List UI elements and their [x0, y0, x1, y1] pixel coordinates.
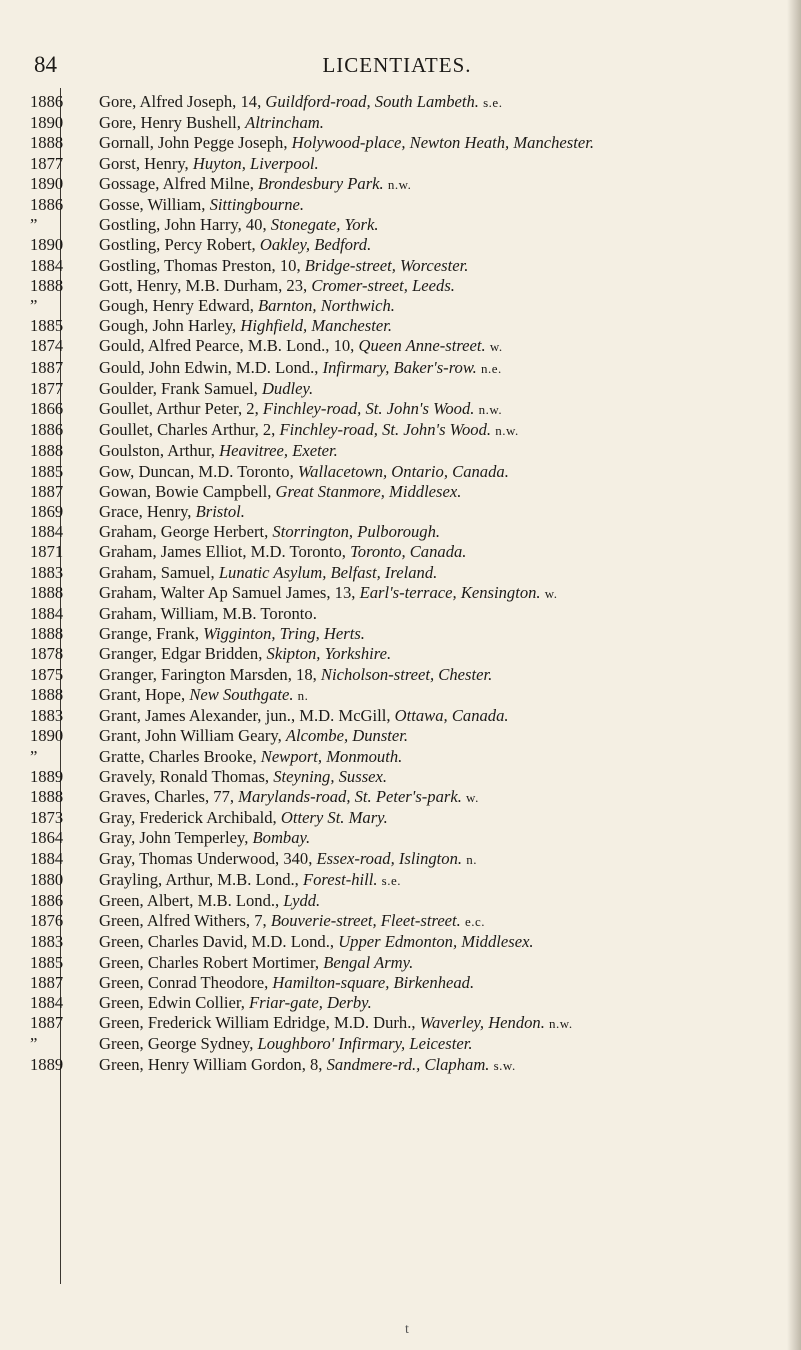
entry-address: Heavitree, Exeter.: [219, 441, 338, 461]
entry-text: [99, 1013, 770, 1034]
entry-address: Dudley.: [261, 378, 314, 398]
entry-year: 1890: [30, 235, 64, 255]
entry-name: Grant, John William Geary,: [99, 726, 286, 746]
entry-year: 1887: [30, 357, 64, 377]
list-item: [30, 462, 770, 482]
entry-year: ”: [30, 215, 38, 235]
entry-text: [99, 154, 770, 174]
entry-year: 1885: [30, 316, 64, 336]
entry-year: 1885: [30, 461, 64, 481]
list-item: [30, 583, 770, 604]
entry-postal-district: w.: [544, 585, 558, 601]
entry-text: [99, 932, 770, 952]
entry-address: Altrincham.: [245, 113, 324, 133]
list-item: [30, 441, 770, 461]
entry-text: [99, 462, 770, 482]
entry-name: Gough, Henry Edward,: [99, 296, 258, 316]
entry-year: 1889: [30, 1054, 64, 1074]
entry-address: Ottawa, Canada.: [394, 706, 509, 726]
entry-text: [99, 624, 770, 644]
page-number: 84: [34, 52, 57, 77]
page-header: [34, 52, 760, 78]
entry-address: Great Stanmore, Middlesex.: [275, 481, 462, 501]
entry-name: Gow, Duncan, M.D. Toronto,: [99, 461, 298, 481]
entry-year: 1890: [30, 173, 64, 193]
entry-year: 1875: [30, 664, 64, 684]
entry-name: Green, Henry William Gordon, 8,: [99, 1054, 327, 1074]
list-item: [30, 685, 770, 706]
entry-name: Gosse, William,: [99, 195, 210, 215]
entry-text: [99, 993, 770, 1013]
entry-postal-district: s.w.: [493, 1057, 516, 1073]
entry-text: [99, 542, 770, 562]
entry-text: [99, 316, 770, 336]
list-item: [30, 563, 770, 583]
entry-postal-district: n.: [466, 851, 477, 867]
list-item: [30, 336, 770, 357]
entry-year: 1869: [30, 502, 64, 522]
entry-year: ”: [30, 746, 38, 766]
entry-name: Graham, Samuel,: [99, 562, 219, 582]
entry-year: 1880: [30, 869, 64, 889]
entry-address: Wigginton, Tring, Herts.: [203, 624, 365, 644]
entry-address: Sandmere-rd., Clapham.: [326, 1054, 490, 1074]
entry-text: [99, 522, 770, 542]
entry-name: Gorst, Henry,: [99, 153, 193, 173]
entry-name: Gostling, Thomas Preston, 10,: [99, 255, 305, 275]
entry-address: New Southgate.: [189, 684, 294, 704]
entry-name: Gowan, Bowie Campbell,: [99, 481, 276, 501]
list-item: [30, 747, 770, 767]
entry-postal-district: s.e.: [381, 872, 401, 888]
entry-address: Finchley-road, St. John's Wood.: [279, 420, 492, 440]
entry-text: [99, 911, 770, 932]
entry-text: [99, 747, 770, 767]
entry-name: Gough, John Harley,: [99, 316, 241, 336]
entry-year: 1883: [30, 562, 64, 582]
entry-address: Barnton, Northwich.: [258, 296, 395, 316]
entry-name: Grace, Henry,: [99, 502, 196, 522]
entry-name: Goulder, Frank Samuel,: [99, 378, 262, 398]
entry-name: Graham, Walter Ap Samuel James, 13,: [99, 582, 360, 602]
entry-name: Granger, Farington Marsden, 18,: [99, 664, 321, 684]
entry-address: Forest-hill.: [302, 869, 378, 889]
entry-text: [99, 563, 770, 583]
page-edge-shadow: [787, 0, 801, 1350]
entry-year: 1886: [30, 420, 64, 440]
entry-address: Essex-road, Islington.: [316, 848, 463, 868]
entry-address: Stonegate, York.: [270, 215, 379, 235]
entry-year: 1888: [30, 786, 64, 806]
list-item: [30, 953, 770, 973]
entry-name: Green, Edwin Collier,: [99, 992, 250, 1012]
entry-text: [99, 276, 770, 296]
entry-name: Gornall, John Pegge Joseph,: [99, 133, 292, 153]
entry-name: Green, Alfred Withers, 7,: [99, 911, 271, 931]
entry-address: Loughboro' Infirmary, Leicester.: [257, 1034, 473, 1054]
entry-text: [99, 113, 770, 133]
entry-name: Gray, Thomas Underwood, 340,: [99, 848, 317, 868]
entry-name: Gott, Henry, M.B. Durham, 23,: [99, 275, 312, 295]
list-item: [30, 420, 770, 441]
entry-year: 1888: [30, 582, 64, 602]
entry-postal-district: e.c.: [464, 914, 486, 930]
entry-text: [99, 482, 770, 502]
entry-text: [99, 665, 770, 685]
list-item: [30, 276, 770, 296]
list-item: [30, 828, 770, 848]
entry-text: [99, 685, 770, 706]
entry-text: [99, 399, 770, 420]
entry-name: Grant, James Alexander, jun., M.D. McGill,: [99, 706, 395, 726]
entry-year: 1888: [30, 684, 64, 704]
list-item: [30, 482, 770, 502]
entry-address: Skipton, Yorkshire.: [266, 644, 392, 664]
entry-year: 1886: [30, 890, 64, 910]
entry-address: Holywood-place, Newton Heath, Manchester.: [291, 133, 594, 153]
entry-address: Queen Anne-street.: [358, 336, 486, 356]
entry-year: 1888: [30, 133, 64, 153]
list-item: [30, 849, 770, 870]
entry-address: Steyning, Sussex.: [273, 766, 388, 786]
entry-text: [99, 870, 770, 891]
list-item: [30, 522, 770, 542]
entry-year: 1886: [30, 92, 64, 111]
entry-year: 1866: [30, 399, 64, 419]
entry-address: Alcombe, Dunster.: [285, 726, 409, 746]
entry-text: [99, 644, 770, 664]
list-item: [30, 502, 770, 522]
entry-text: [99, 808, 770, 828]
entry-address: Lydd.: [283, 890, 321, 910]
entry-name: Grant, Hope,: [99, 684, 190, 704]
entry-year: 1877: [30, 378, 64, 398]
entry-postal-district: w.: [489, 339, 503, 355]
list-item: [30, 316, 770, 336]
entry-text: [99, 296, 770, 316]
entry-year: 1884: [30, 848, 64, 868]
entry-text: [99, 767, 770, 787]
entry-address: Ottery St. Mary.: [280, 808, 388, 828]
entry-address: Finchley-road, St. John's Wood.: [262, 399, 475, 419]
entry-postal-district: n.w.: [549, 1016, 573, 1032]
entry-address: Toronto, Canada.: [350, 542, 467, 562]
entry-postal-district: w.: [466, 789, 479, 805]
entry-year: 1883: [30, 932, 64, 952]
licentiate-list: [30, 92, 770, 1076]
entry-postal-district: n.: [297, 687, 309, 703]
entry-text: [99, 502, 770, 522]
list-item: [30, 174, 770, 195]
entry-text: [99, 195, 770, 215]
entry-name: Goullet, Charles Arthur, 2,: [99, 420, 280, 440]
list-item: [30, 133, 770, 153]
entry-name: Gossage, Alfred Milne,: [99, 173, 258, 193]
entry-text: [99, 583, 770, 604]
entry-name: Granger, Edgar Bridden,: [99, 644, 267, 664]
list-item: [30, 215, 770, 235]
entry-address: Wallacetown, Ontario, Canada.: [297, 461, 509, 481]
entry-name: Goulston, Arthur,: [99, 441, 220, 461]
entry-year: 1884: [30, 522, 64, 542]
list-item: [30, 665, 770, 685]
entry-text: [99, 1034, 770, 1054]
list-item: [30, 787, 770, 808]
entry-address: Nicholson-street, Chester.: [320, 664, 493, 684]
entry-year: 1884: [30, 992, 64, 1012]
entry-year: ”: [30, 296, 38, 316]
list-item: [30, 870, 770, 891]
entry-year: 1888: [30, 441, 64, 461]
list-item: [30, 1013, 770, 1034]
entry-text: [99, 953, 770, 973]
entry-address: Newport, Monmouth.: [260, 746, 403, 766]
entry-name: Gratte, Charles Brooke,: [99, 746, 261, 766]
entry-name: Gore, Henry Bushell,: [99, 113, 246, 133]
entry-text: [99, 828, 770, 848]
entry-postal-district: n.w.: [495, 423, 519, 439]
entry-year: 1888: [30, 275, 64, 295]
list-item: [30, 399, 770, 420]
entry-name: Gould, Alfred Pearce, M.B. Lond., 10,: [99, 336, 359, 356]
entry-address: Bengal Army.: [323, 952, 414, 972]
entry-name: Graves, Charles, 77,: [99, 786, 239, 806]
entry-name: Gray, John Temperley,: [99, 828, 253, 848]
list-item: [30, 256, 770, 276]
entry-year: 1884: [30, 604, 64, 624]
entry-name: Green, Charles David, M.D. Lond.,: [99, 932, 339, 952]
entry-text: [99, 133, 770, 153]
list-item: [30, 235, 770, 255]
entry-text: [99, 235, 770, 255]
list-item: [30, 1055, 770, 1076]
entry-name: Green, George Sydney,: [99, 1034, 258, 1054]
entry-year: 1889: [30, 766, 64, 786]
list-item: [30, 154, 770, 174]
entry-address: Storrington, Pulborough.: [272, 522, 441, 542]
entry-year: 1864: [30, 828, 64, 848]
entry-text: [99, 379, 770, 399]
entry-year: 1886: [30, 195, 64, 215]
entry-year: 1873: [30, 808, 64, 828]
entry-name: Grayling, Arthur, M.B. Lond.,: [99, 869, 303, 889]
entry-address: Waverley, Hendon.: [419, 1013, 545, 1033]
entry-year: 1890: [30, 726, 64, 746]
list-item: [30, 624, 770, 644]
entry-text: [99, 420, 770, 441]
entry-name: Green, Albert, M.B. Lond.,: [99, 890, 284, 910]
entry-text: [99, 92, 770, 113]
entry-year: ”: [30, 1034, 38, 1054]
entry-text: [99, 1055, 770, 1076]
entry-address: Oakley, Bedford.: [259, 235, 372, 255]
entry-name: Green, Conrad Theodore,: [99, 972, 273, 992]
entry-year: 1874: [30, 336, 64, 356]
entry-name: Gore, Alfred Joseph, 14,: [99, 92, 266, 111]
entry-year: 1878: [30, 644, 64, 664]
entry-address: Bristol.: [195, 502, 245, 522]
entry-name: Gray, Frederick Archibald,: [99, 808, 281, 828]
list-item: [30, 195, 770, 215]
running-head: LICENTIATES.: [322, 53, 472, 77]
list-item: [30, 644, 770, 664]
list-item: [30, 767, 770, 787]
entry-text: [99, 358, 770, 379]
list-item: [30, 113, 770, 133]
entry-name: Graham, James Elliot, M.D. Toronto,: [99, 542, 351, 562]
list-item: [30, 973, 770, 993]
entry-name: Grange, Frank,: [99, 624, 204, 644]
entry-postal-district: n.w.: [478, 402, 503, 418]
list-item: [30, 358, 770, 379]
entry-name: Graham, George Herbert,: [99, 522, 273, 542]
list-item: [30, 1034, 770, 1054]
entry-text: [99, 706, 770, 726]
entry-year: 1887: [30, 1013, 64, 1033]
entry-address: Upper Edmonton, Middlesex.: [338, 932, 534, 952]
entry-text: [99, 441, 770, 461]
entry-year: 1890: [30, 113, 64, 133]
entry-address: Sittingbourne.: [209, 195, 305, 215]
entry-year: 1871: [30, 542, 64, 562]
entry-text: [99, 215, 770, 235]
list-item: [30, 993, 770, 1013]
entry-address: Bombay.: [252, 828, 311, 848]
list-item: [30, 379, 770, 399]
entry-address: Marylands-road, St. Peter's-park.: [238, 786, 462, 806]
list-item: [30, 808, 770, 828]
entry-text: [99, 849, 770, 870]
entry-postal-district: n.e.: [480, 360, 502, 376]
entry-year: 1883: [30, 706, 64, 726]
entry-year: 1887: [30, 972, 64, 992]
entry-year: 1884: [30, 255, 64, 275]
entry-address: Lunatic Asylum, Belfast, Ireland.: [218, 562, 438, 582]
list-item: [30, 604, 770, 624]
entry-address: Guildford-road, South Lambeth.: [265, 92, 479, 111]
entry-name: Gostling, John Harry, 40,: [99, 215, 271, 235]
entry-text: [99, 336, 770, 357]
entry-text: [99, 174, 770, 195]
entry-text: [99, 726, 770, 746]
entry-address: Friar-gate, Derby.: [249, 992, 372, 1012]
list-item: [30, 891, 770, 911]
entry-name: Graham, William, M.B. Toronto.: [99, 604, 317, 624]
entry-text: [99, 256, 770, 276]
list-item: [30, 932, 770, 952]
entry-year: 1888: [30, 624, 64, 644]
signature-mark: t: [405, 1322, 409, 1337]
entry-address: Infirmary, Baker's-row.: [322, 357, 477, 377]
entry-address: Cromer-street, Leeds.: [311, 275, 455, 295]
entry-name: Goullet, Arthur Peter, 2,: [99, 399, 263, 419]
list-item: [30, 92, 770, 113]
list-item: [30, 296, 770, 316]
entry-year: 1885: [30, 952, 64, 972]
entry-address: Hamilton-square, Birkenhead.: [272, 972, 475, 992]
entry-text: [99, 604, 770, 624]
entry-year: 1877: [30, 153, 64, 173]
entry-text: [99, 973, 770, 993]
entry-name: Green, Charles Robert Mortimer,: [99, 952, 324, 972]
entry-year: 1887: [30, 481, 64, 501]
entry-postal-district: s.e.: [483, 95, 503, 110]
entry-address: Bouverie-street, Fleet-street.: [270, 911, 461, 931]
entry-address: Huyton, Liverpool.: [192, 153, 319, 173]
entry-text: [99, 787, 770, 808]
entry-year: 1876: [30, 911, 64, 931]
entry-address: Earl's-terrace, Kensington.: [359, 582, 541, 602]
entry-name: Gould, John Edwin, M.D. Lond.,: [99, 357, 323, 377]
list-item: [30, 706, 770, 726]
list-item: [30, 542, 770, 562]
list-item: [30, 726, 770, 746]
entry-name: Green, Frederick William Edridge, M.D. Durh.,: [99, 1013, 420, 1033]
entry-name: Gravely, Ronald Thomas,: [99, 766, 274, 786]
list-item: [30, 911, 770, 932]
entry-address: Brondesbury Park.: [258, 173, 384, 193]
entry-address: Bridge-street, Worcester.: [304, 255, 469, 275]
entry-postal-district: n.w.: [387, 176, 412, 192]
entry-address: Highfield, Manchester.: [240, 316, 392, 336]
entry-name: Gostling, Percy Robert,: [99, 235, 260, 255]
entry-text: [99, 891, 770, 911]
